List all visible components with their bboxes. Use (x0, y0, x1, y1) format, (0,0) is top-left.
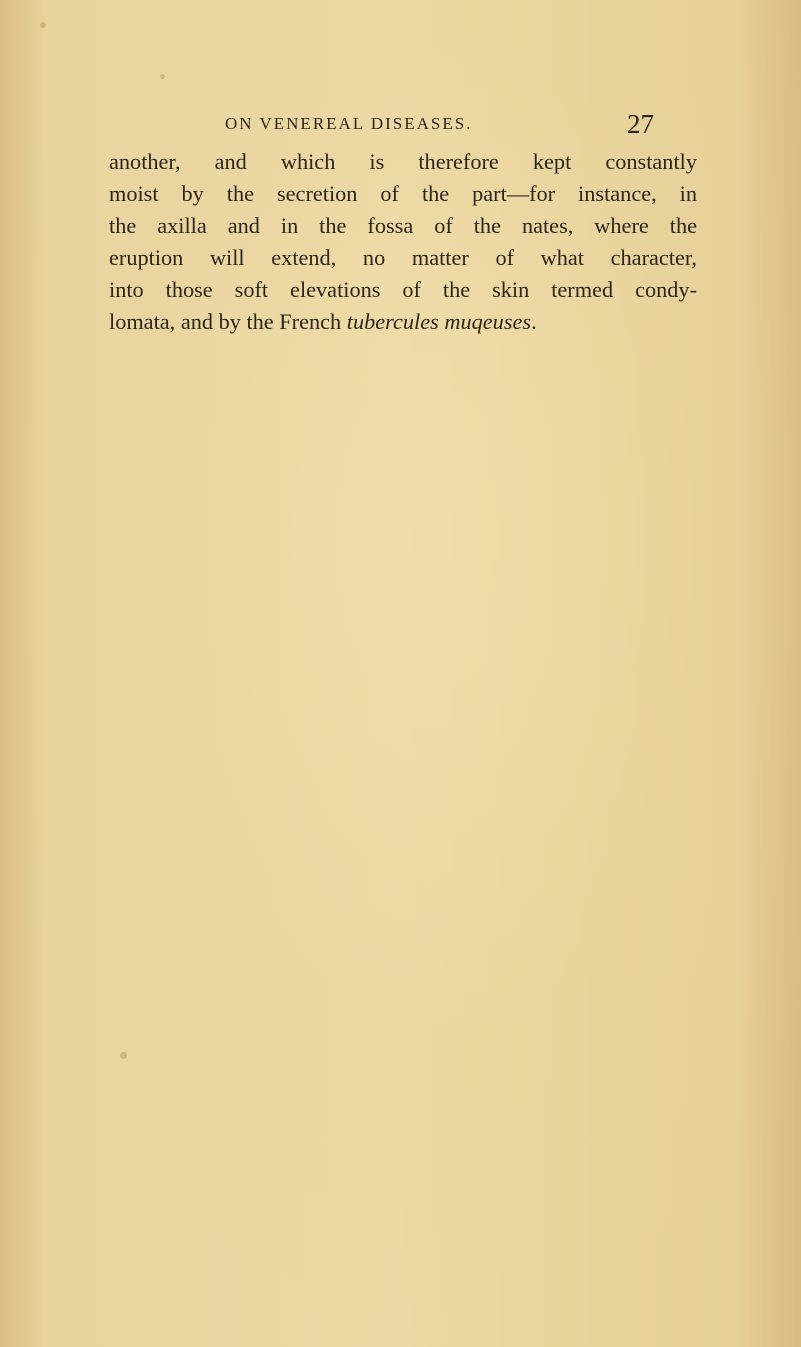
text-line: into those soft elevations of the skin termed condy- (109, 277, 697, 302)
text-line: another, and which is therefore kept constantly (109, 149, 697, 174)
text-line: moist by the secretion of the part—for instance, in (109, 181, 697, 206)
italic-term: tubercules muqeuses (346, 309, 532, 334)
page-number: 27 (627, 109, 654, 139)
body-paragraph (109, 146, 697, 338)
paper-stain (40, 22, 46, 28)
paper-stain (120, 1052, 127, 1059)
paper-stain (160, 74, 165, 79)
running-head: ON VENEREAL DISEASES. (225, 114, 473, 133)
text-line: the axilla and in the fossa of the nates, where the (109, 213, 697, 238)
text-line: eruption will extend, no matter of what character, (109, 245, 697, 270)
text-line-last (109, 306, 697, 338)
text-run: . (531, 309, 537, 334)
text-run: lomata, and by the French (109, 309, 347, 334)
